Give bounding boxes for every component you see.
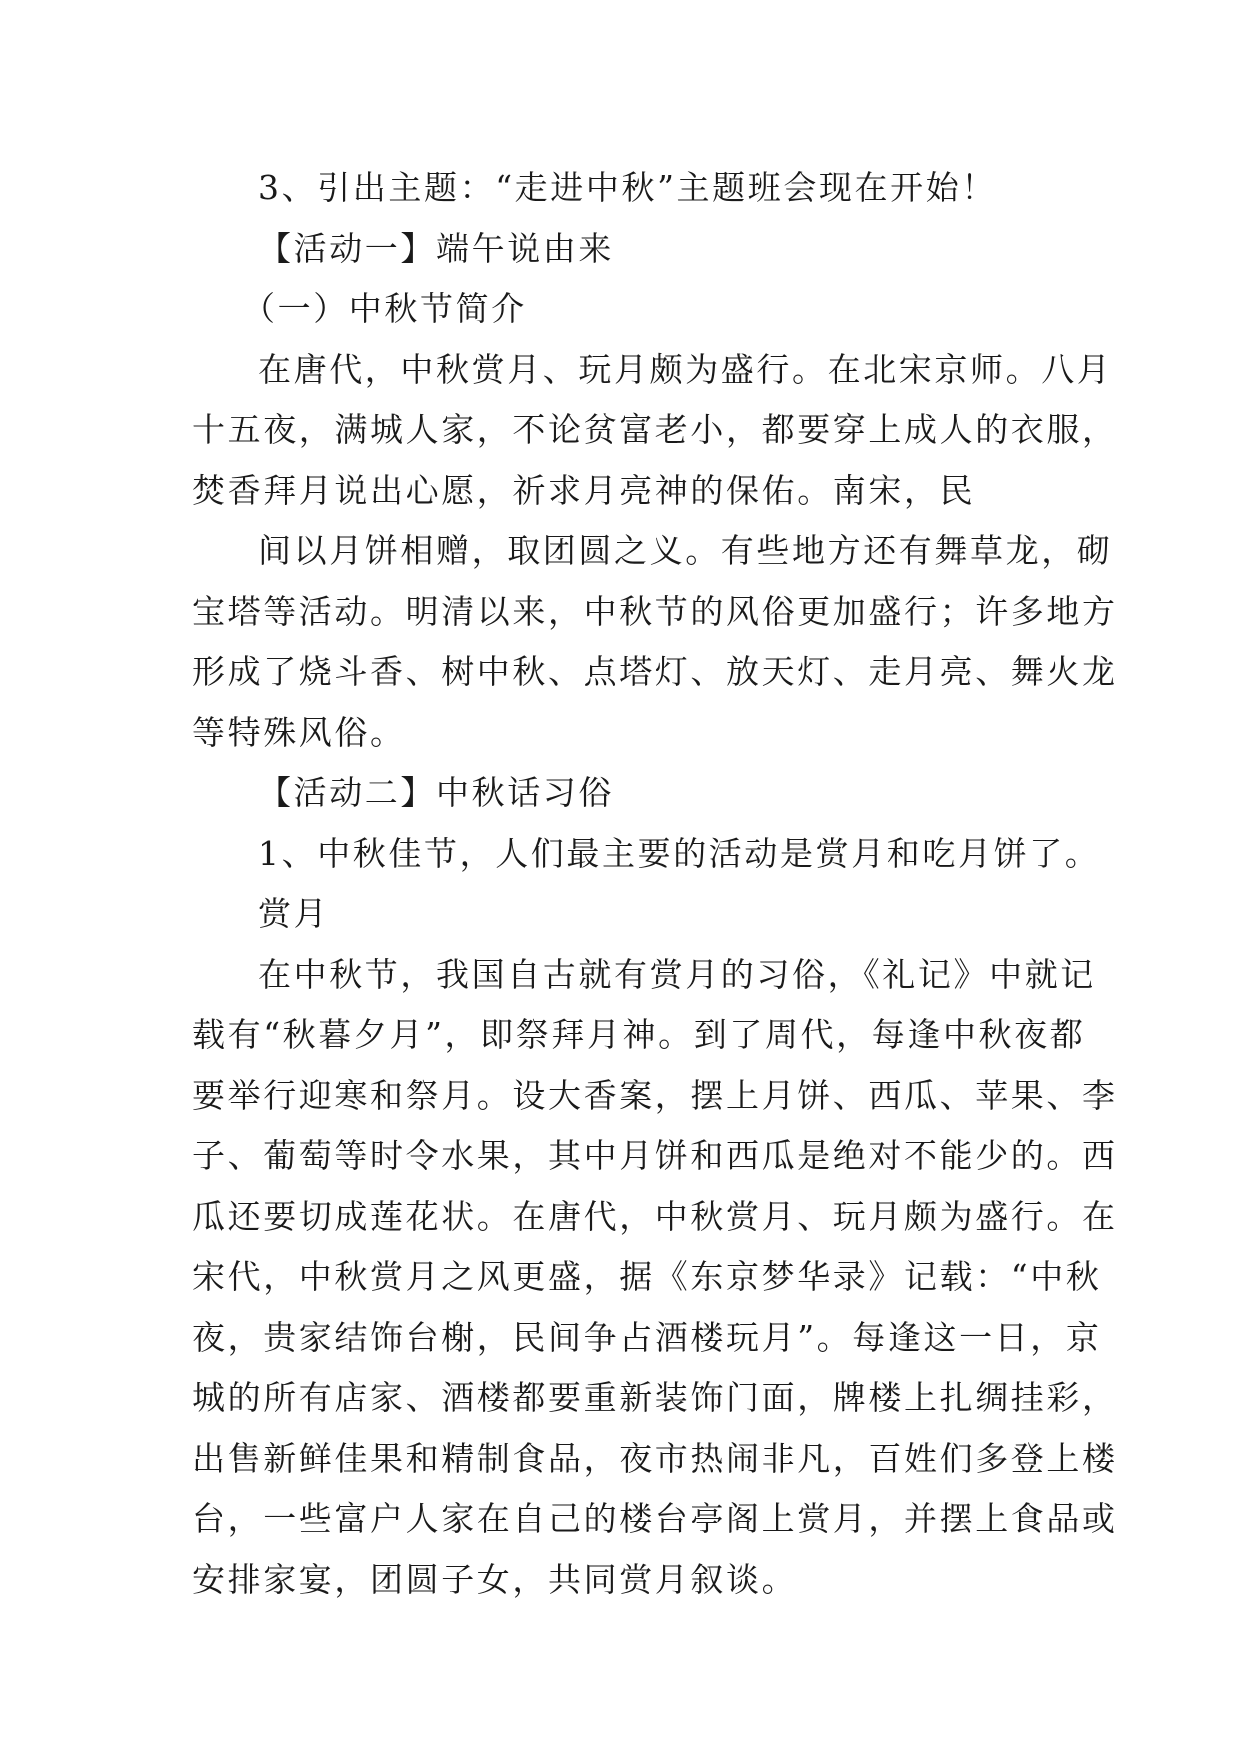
- text-line: 在中秋节，我国自古就有赏月的习俗，《礼记》中就记: [258, 954, 1096, 994]
- text-line: 瓜还要切成莲花状。在唐代，中秋赏月、玩月颇为盛行。在: [192, 1196, 1118, 1236]
- text-line: 载有“秋暮夕月”，即祭拜月神。到了周代，每逢中秋夜都: [192, 1015, 1086, 1054]
- text-line: 台，一些富户人家在自己的楼台亭阁上赏月，并摆上食品或: [192, 1499, 1118, 1538]
- text-line: 安排家宴，团圆子女，共同赏月叙谈。: [192, 1559, 798, 1599]
- text-line: 间以月饼相赠，取团圆之义。有些地方还有舞草龙，砌: [258, 531, 1113, 570]
- text-line: 夜，贵家结饰台榭，民间争占酒楼玩月”。每逢这一日，京: [192, 1317, 1102, 1357]
- text-line: 出售新鲜佳果和精制食品，夜市热闹非凡，百姓们多登上楼: [192, 1438, 1118, 1478]
- document-body: [192, 158, 1118, 1610]
- text-line: 焚香拜月说出心愿，祈求月亮神的保佑。南宋，民: [192, 470, 976, 510]
- text-line: 宝塔等活动。明清以来，中秋节的风俗更加盛行；许多地方: [192, 591, 1118, 631]
- text-line: 【活动一】端午说由来: [258, 228, 614, 268]
- text-line: 赏月: [258, 894, 330, 933]
- text-line: 1、中秋佳节，人们最主要的活动是赏月和吃月饼了。: [258, 833, 1101, 873]
- text-line: 等特殊风俗。: [192, 712, 406, 752]
- text-line: 【活动二】中秋话习俗: [258, 773, 614, 812]
- text-line: （一）中秋节简介: [242, 289, 527, 328]
- text-line: 在唐代，中秋赏月、玩月颇为盛行。在北宋京师。八月: [258, 349, 1113, 389]
- text-line: 十五夜，满城人家，不论贫富老小，都要穿上成人的衣服，: [192, 410, 1118, 449]
- text-line: 子、葡萄等时令水果，其中月饼和西瓜是绝对不能少的。西: [192, 1136, 1118, 1175]
- text-line: 3、引出主题：“走进中秋”主题班会现在开始！: [258, 168, 997, 207]
- text-line: 形成了烧斗香、树中秋、点塔灯、放天灯、走月亮、舞火龙: [192, 652, 1118, 691]
- text-line: 要举行迎寒和祭月。设大香案，摆上月饼、西瓜、苹果、李: [192, 1075, 1118, 1115]
- text-line: 宋代，中秋赏月之风更盛，据《东京梦华录》记载：“中秋: [192, 1257, 1102, 1296]
- text-line: 城的所有店家、酒楼都要重新装饰门面，牌楼上扎绸挂彩，: [192, 1378, 1118, 1417]
